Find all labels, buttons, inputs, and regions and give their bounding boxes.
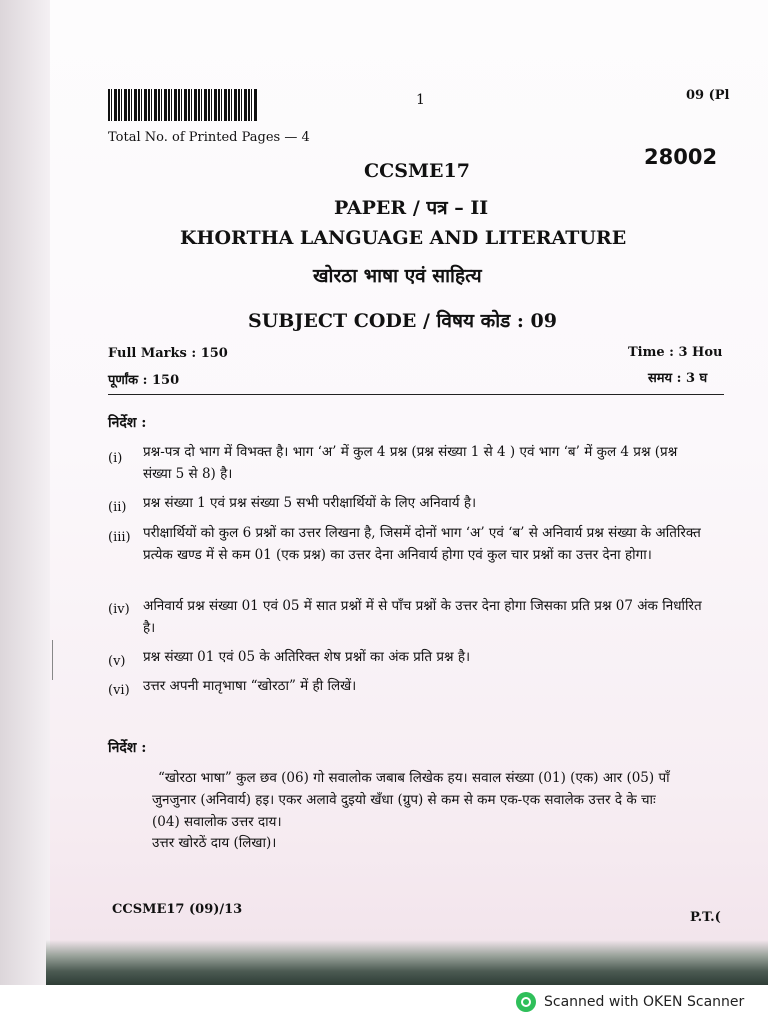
instruction-number: (v) [108, 654, 126, 669]
full-marks-hindi: पूर्णांक : 150 [108, 373, 180, 388]
footer-paper-code: CCSME17 (09)/13 [112, 902, 243, 917]
paper-code-title: CCSME17 [364, 160, 470, 182]
page-margin-mark [52, 640, 63, 680]
khortha-instruction-line: (04) सवालोक उत्तर दाय। [152, 814, 282, 830]
instruction-text: प्रश्न संख्या 1 एवं प्रश्न संख्या 5 सभी परीक्षार्थियों के लिए अनिवार्य है। [143, 495, 477, 511]
barcode [108, 89, 258, 121]
khortha-instruction-line: “खोरठा भाषा” कुल छव (06) गो सवालोक जबाब लिखेक हय। सवाल संख्या (01) (एक) आर (05) पाँ [158, 770, 670, 786]
instruction-text: परीक्षार्थियों को कुल 6 प्रश्नों का उत्तर लिखना है, जिसमें दोनों भाग ‘अ’ एवं ‘ब’ से अनिवार्य प्रश्न संख्या के अतिरिक्त प्रत्येक खण्ड में से कम 01 (एक प्रश्न) का उत्तर देना अनिवार्य होगा एवं कुल चार प्रश्नों का उत्तर देना होगा। [143, 525, 701, 563]
instruction-text: प्रश्न संख्या 01 एवं 05 के अतिरिक्त शेष प्रश्नों का अंक प्रति प्रश्न है। [143, 649, 471, 665]
serial-number: 28002 [644, 145, 718, 169]
scanner-watermark [516, 991, 744, 1013]
instruction-text: प्रश्न-पत्र दो भाग में विभक्त है। भाग ‘अ’ में कुल 4 प्रश्न (प्रश्न संख्या 1 से 4 ) एवं भाग ‘ब’ में कुल 4 प्रश्न (प्रश्न संख्या 5 से 8) है। [143, 444, 678, 482]
khortha-instructions-heading: निर्देश : [108, 740, 147, 756]
subject-title-english: KHORTHA LANGUAGE AND LITERATURE [180, 227, 627, 249]
subject-code: SUBJECT CODE / विषय कोड : 09 [248, 310, 557, 332]
instruction-text: अनिवार्य प्रश्न संख्या 01 एवं 05 में सात प्रश्नों में से पाँच प्रश्नों के उत्तर देना होगा जिसका प्रति प्रश्न 07 अंक निर्धारित है। [143, 598, 702, 636]
instruction-number: (iv) [108, 602, 130, 617]
header-divider [108, 394, 724, 395]
instruction-number: (iii) [108, 530, 131, 545]
top-right-code: 09 (Pl [686, 88, 730, 103]
instruction-text: उत्तर अपनी मातृभाषा “खोरठा” में ही लिखें। [143, 678, 357, 694]
time-english: Time : 3 Hou [628, 345, 723, 360]
page-number: 1 [416, 92, 425, 108]
full-marks-english: Full Marks : 150 [108, 346, 228, 361]
time-hindi: समय : 3 घ [648, 371, 708, 386]
paper-edge-shadow [0, 0, 50, 985]
instructions-heading: निर्देश : [108, 415, 147, 431]
oken-logo-icon [516, 992, 536, 1012]
instruction-number: (i) [108, 451, 123, 466]
khortha-instruction-line: उत्तर खोरठें दाय (लिखा)। [152, 835, 277, 851]
scan-shadow-edge [46, 940, 768, 985]
khortha-instruction-line: जुनजुनार (अनिवार्य) हइ। एकर अलावे दुइयो खँधा (ग्रुप) से कम से कम एक-एक सवालेक उत्तर दे के चाः [152, 792, 656, 808]
subject-title-hindi: खोरठा भाषा एवं साहित्य [313, 265, 482, 287]
printed-pages-count: Total No. of Printed Pages — 4 [108, 130, 310, 145]
please-turn-over: P.T.( [690, 910, 721, 925]
scanner-label: Scanned with OKEN Scanner [544, 994, 745, 1010]
instruction-number: (vi) [108, 683, 130, 698]
paper-number: PAPER / पत्र – II [334, 197, 489, 219]
instruction-number: (ii) [108, 500, 127, 515]
